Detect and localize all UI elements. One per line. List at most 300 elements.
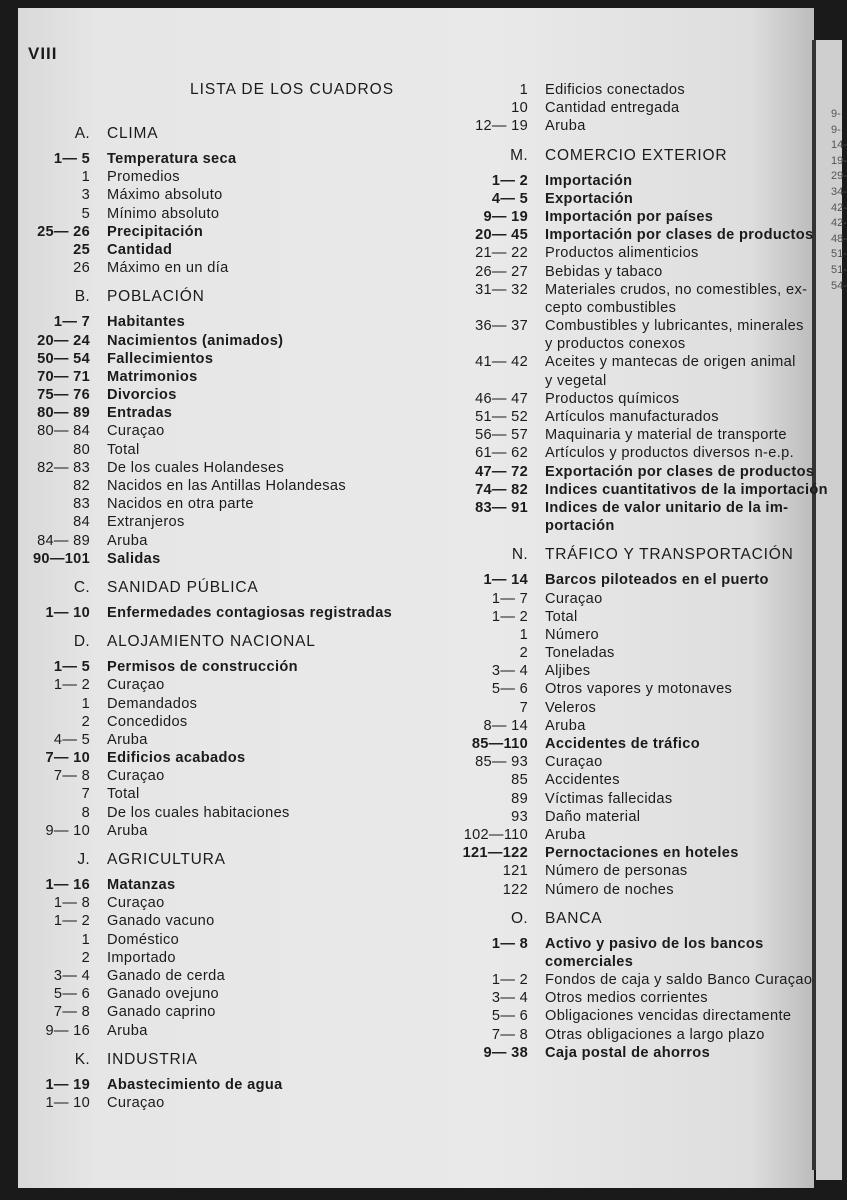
table-number-range: 90—101 — [33, 550, 90, 567]
table-number-range: 1— 7 — [53, 314, 90, 331]
table-list-entry — [20, 967, 400, 985]
section-title: COMERCIO EXTERIOR — [545, 146, 728, 164]
section-letter: N. — [511, 546, 528, 564]
table-list-entry — [460, 517, 820, 535]
table-list-entry — [460, 244, 820, 262]
table-title: Enfermedades contagiosas registradas — [107, 604, 393, 621]
table-title: Aruba — [545, 717, 586, 734]
table-title: Concedidos — [107, 713, 188, 730]
section-letter: O. — [511, 909, 528, 927]
table-list-entry — [460, 390, 820, 408]
table-list-entry — [460, 226, 820, 244]
table-title: Daño material — [545, 808, 641, 825]
table-title: Artículos y productos diversos n-e.p. — [545, 445, 794, 462]
table-title: y productos conexos — [545, 336, 686, 353]
table-list-entry — [20, 205, 400, 223]
table-list-entry — [20, 150, 400, 168]
table-title: Total — [107, 441, 140, 458]
table-number-range: 2 — [81, 949, 90, 966]
table-title: Bebidas y tabaco — [545, 263, 663, 280]
next-page-number: 42- — [831, 217, 847, 230]
table-list-entry — [460, 1026, 820, 1044]
table-title: Total — [107, 786, 140, 803]
table-number-range: 1— 7 — [491, 590, 528, 607]
table-number-range: 5 — [81, 205, 90, 222]
table-number-range: 61— 62 — [475, 445, 528, 462]
table-number-range: 25— 26 — [37, 223, 90, 240]
right-column — [460, 81, 828, 1062]
table-title: Abastecimiento de agua — [107, 1076, 283, 1093]
table-number-range: 8— 14 — [483, 717, 528, 734]
table-number-range: 1 — [519, 82, 528, 98]
table-list-entry — [20, 1076, 400, 1094]
table-title: Mínimo absoluto — [107, 205, 220, 222]
table-number-range: 3— 4 — [491, 663, 528, 680]
table-title: Edificios acabados — [107, 750, 246, 767]
table-list-entry — [20, 1003, 400, 1021]
table-number-range: 121 — [502, 863, 528, 880]
next-page-number: 51- — [831, 248, 847, 261]
table-number-range: 4— 5 — [491, 190, 528, 207]
next-page-number: 14- — [831, 139, 847, 152]
table-title: portación — [545, 518, 615, 535]
table-number-range: 50— 54 — [37, 350, 90, 367]
table-title: y vegetal — [545, 372, 607, 389]
table-number-range: 7— 8 — [53, 1004, 90, 1021]
table-title: Extranjeros — [107, 514, 185, 531]
table-title: De los cuales habitaciones — [107, 804, 290, 821]
table-title: Fondos de caja y saldo Banco Curaçao — [545, 972, 813, 989]
table-title: Aruba — [107, 532, 148, 549]
table-title: Barcos piloteados en el puerto — [545, 572, 769, 589]
table-title: Aceites y mantecas de origen animal — [545, 354, 796, 371]
section-letter: K. — [74, 1050, 90, 1068]
table-title: Doméstico — [107, 931, 180, 948]
table-title: Nacimientos (animados) — [107, 332, 284, 349]
table-title: Curaçao — [545, 590, 603, 607]
table-list-entry — [20, 731, 400, 749]
table-number-range: 74— 82 — [475, 481, 528, 498]
table-number-range: 2 — [519, 645, 528, 662]
table-title: Máximo en un día — [107, 260, 229, 277]
table-list-entry — [20, 822, 400, 840]
table-list-entry — [20, 695, 400, 713]
table-title: Toneladas — [545, 645, 615, 662]
table-list-entry — [460, 481, 828, 499]
table-number-range: 89 — [511, 790, 528, 807]
table-number-range: 82— 83 — [37, 459, 90, 476]
table-number-range: 7 — [519, 699, 528, 716]
table-title: Curaçao — [107, 677, 165, 694]
table-number-range: 26 — [73, 260, 90, 277]
section-title: INDUSTRIA — [107, 1050, 198, 1068]
table-number-range: 84 — [73, 514, 90, 531]
table-title: Habitantes — [107, 314, 186, 331]
table-title: Ganado de cerda — [107, 967, 226, 984]
table-list-entry — [20, 259, 400, 277]
table-title: Número — [545, 626, 600, 643]
table-list-entry — [460, 826, 820, 844]
table-number-range: 1 — [81, 695, 90, 712]
table-title: Aruba — [107, 1022, 148, 1039]
table-title: Productos alimenticios — [545, 245, 699, 262]
table-title: Importación por clases de productos — [545, 227, 814, 244]
table-list-entry — [20, 749, 400, 767]
table-number-range: 3— 4 — [491, 990, 528, 1007]
table-list-entry — [20, 676, 400, 694]
table-number-range: 12— 19 — [475, 118, 528, 135]
table-title: Maquinaria y material de transporte — [545, 427, 787, 444]
table-title: Matanzas — [107, 877, 176, 893]
section-heading — [460, 543, 820, 571]
table-list-entry — [460, 426, 820, 444]
table-list-entry — [460, 608, 820, 626]
table-number-range: 83— 91 — [475, 499, 528, 516]
section-heading — [460, 144, 820, 172]
table-number-range: 1— 8 — [491, 935, 528, 952]
table-number-range: 84— 89 — [37, 532, 90, 549]
table-list-entry — [20, 1022, 400, 1040]
table-title: Cantidad entregada — [545, 100, 680, 117]
table-title: Exportación — [545, 190, 634, 207]
table-title: Importación por países — [545, 208, 714, 225]
table-list-entry — [460, 844, 820, 862]
table-number-range: 82 — [73, 478, 90, 494]
table-title: Curaçao — [107, 1094, 165, 1111]
table-list-entry — [20, 168, 400, 186]
table-list-entry — [460, 680, 820, 698]
section-title: CLIMA — [107, 125, 159, 142]
table-list-entry — [460, 353, 820, 371]
table-list-entry — [20, 894, 400, 912]
table-list-entry — [20, 985, 400, 1003]
table-title: Curaçao — [107, 423, 165, 440]
table-number-range — [460, 335, 528, 353]
table-title: Promedios — [107, 169, 180, 186]
table-number-range: 5— 6 — [491, 1008, 528, 1025]
next-page-number: 9- — [831, 108, 841, 120]
table-number-range: 26— 27 — [475, 263, 528, 280]
table-list-entry — [20, 804, 400, 822]
table-number-range: 7— 10 — [45, 750, 90, 767]
table-title: Permisos de construcción — [107, 659, 298, 676]
section-heading — [20, 848, 400, 876]
table-number-range: 1— 2 — [53, 677, 90, 694]
table-number-range: 36— 37 — [475, 318, 528, 335]
table-number-range: 9— 38 — [483, 1044, 528, 1061]
table-title: Activo y pasivo de los bancos — [545, 935, 764, 952]
table-number-range: 7 — [81, 786, 90, 803]
table-title: Ganado caprino — [107, 1004, 216, 1021]
table-title: Accidentes — [545, 772, 620, 789]
next-page-number: 51- — [831, 263, 847, 276]
table-title: Edificios conectados — [545, 82, 686, 98]
table-number-range: 7— 8 — [53, 768, 90, 785]
table-list-entry — [460, 372, 820, 390]
table-list-entry — [460, 263, 820, 281]
table-title: Artículos manufacturados — [545, 409, 719, 425]
table-number-range: 7— 8 — [491, 1026, 528, 1043]
table-list-entry — [20, 404, 400, 422]
table-list-entry — [460, 935, 820, 953]
table-title: Obligaciones vencidas directamente — [545, 1008, 792, 1025]
table-list-entry — [20, 313, 400, 331]
table-list-entry — [20, 368, 400, 386]
section-heading — [20, 1048, 400, 1076]
table-title: Indices de valor unitario de la im- — [545, 499, 789, 516]
table-list-entry — [460, 644, 820, 662]
table-number-range: 9— 16 — [45, 1022, 90, 1039]
table-title: Total — [545, 608, 578, 625]
table-title: Importado — [107, 949, 176, 966]
table-title: Indices cuantitativos de la importación — [545, 481, 828, 498]
table-title: cepto combustibles — [545, 299, 677, 316]
table-number-range: 20— 45 — [475, 227, 528, 244]
table-number-range: 1— 2 — [491, 972, 528, 989]
section-heading — [20, 122, 400, 150]
table-list-entry — [460, 626, 820, 644]
table-title: Aruba — [545, 118, 586, 135]
table-title: Veleros — [545, 699, 597, 716]
table-number-range: 4— 5 — [53, 731, 90, 748]
table-list-entry — [460, 717, 820, 735]
table-number-range: 5— 6 — [53, 986, 90, 1003]
table-title: Importación — [545, 172, 633, 189]
table-number-range: 1— 10 — [45, 1094, 90, 1111]
table-number-range: 1 — [81, 169, 90, 186]
table-list-entry — [20, 767, 400, 785]
table-number-range — [460, 953, 528, 971]
table-list-entry — [20, 949, 400, 967]
table-number-range: 1— 16 — [45, 877, 90, 893]
table-number-range: 83 — [73, 496, 90, 513]
table-list-entry — [20, 658, 400, 676]
table-title: Nacidos en otra parte — [107, 496, 254, 513]
table-title: Pernoctaciones en hoteles — [545, 845, 739, 862]
table-title: Máximo absoluto — [107, 187, 223, 204]
table-list-entry — [20, 477, 400, 495]
section-title: SANIDAD PÚBLICA — [107, 578, 259, 596]
table-list-entry — [20, 513, 400, 531]
table-number-range: 1 — [81, 931, 90, 948]
table-title: Curaçao — [107, 895, 165, 912]
table-list-entry — [460, 190, 820, 208]
table-number-range: 93 — [511, 808, 528, 825]
table-title: Aljibes — [545, 663, 591, 680]
section-title: AGRICULTURA — [107, 851, 226, 868]
table-list-entry — [460, 117, 820, 135]
table-number-range: 21— 22 — [475, 245, 528, 262]
table-number-range: 85 — [511, 772, 528, 789]
next-page-number: 9- — [831, 123, 841, 136]
table-number-range: 80— 84 — [37, 423, 90, 440]
table-number-range: 2 — [81, 713, 90, 730]
table-number-range: 47— 72 — [475, 463, 528, 480]
table-list-entry — [20, 332, 400, 350]
table-number-range: 1— 2 — [491, 172, 528, 189]
table-title: Ganado ovejuno — [107, 986, 220, 1003]
table-number-range: 46— 47 — [475, 390, 528, 407]
table-number-range: 1— 5 — [53, 151, 90, 167]
table-title: Otros medios corrientes — [545, 990, 708, 1007]
table-title: Número de personas — [545, 863, 688, 880]
table-list-entry — [20, 495, 400, 513]
table-title: Víctimas fallecidas — [545, 790, 673, 807]
table-number-range: 5— 6 — [491, 681, 528, 698]
table-title: Materiales crudos, no comestibles, ex- — [545, 281, 808, 298]
table-list-entry — [460, 590, 820, 608]
table-number-range — [460, 299, 528, 317]
table-number-range: 1— 2 — [53, 913, 90, 930]
table-list-entry — [20, 604, 400, 622]
table-title: comerciales — [545, 953, 634, 970]
table-title: Curaçao — [545, 754, 603, 771]
table-number-range — [460, 372, 528, 390]
table-list-entry — [460, 281, 820, 299]
section-title: POBLACIÓN — [107, 288, 205, 306]
table-number-range: 3 — [81, 187, 90, 204]
table-list-entry — [20, 241, 400, 259]
section-letter: C. — [73, 578, 90, 596]
section-title: TRÁFICO Y TRANSPORTACIÓN — [545, 546, 794, 564]
table-number-range: 1— 10 — [45, 604, 90, 621]
table-list-entry — [20, 532, 400, 550]
table-number-range: 9— 19 — [483, 208, 528, 225]
next-page-number: 29- — [831, 170, 847, 183]
table-list-entry — [460, 463, 820, 481]
next-page-number: 42- — [831, 201, 847, 214]
table-number-range: 1— 8 — [53, 895, 90, 912]
table-list-entry — [460, 953, 820, 971]
table-list-entry — [460, 1044, 820, 1062]
table-title: Fallecimientos — [107, 350, 214, 367]
table-list-entry — [460, 753, 820, 771]
table-list-entry — [20, 459, 400, 477]
table-list-entry — [20, 441, 400, 459]
table-title: Aruba — [545, 826, 586, 843]
table-number-range: 70— 71 — [37, 368, 90, 385]
table-title: Ganado vacuno — [107, 913, 215, 930]
table-number-range: 41— 42 — [475, 354, 528, 371]
table-title: Exportación por clases de productos — [545, 463, 815, 480]
section-letter: J. — [77, 851, 90, 868]
table-list-entry — [20, 912, 400, 930]
table-number-range: 20— 24 — [37, 332, 90, 349]
table-list-entry — [460, 499, 820, 517]
table-title: Aruba — [107, 822, 148, 839]
table-number-range: 1 — [519, 626, 528, 643]
table-title: Divorcios — [107, 387, 177, 404]
table-number-range: 8 — [81, 804, 90, 821]
table-number-range: 75— 76 — [37, 387, 90, 404]
table-number-range: 102—110 — [463, 826, 528, 843]
table-list-entry — [460, 971, 820, 989]
table-title: Precipitación — [107, 223, 204, 240]
next-page-number: 48- — [831, 232, 847, 245]
table-number-range — [460, 517, 528, 535]
section-heading — [460, 907, 820, 935]
table-list-entry — [20, 223, 400, 241]
table-number-range: 1— 19 — [45, 1076, 90, 1093]
table-list-entry — [20, 422, 400, 440]
table-list-entry — [460, 1007, 820, 1025]
table-title: De los cuales Holandeses — [107, 459, 285, 476]
table-title: Cantidad — [107, 241, 173, 258]
table-list-entry — [20, 931, 400, 949]
table-number-range: 1— 14 — [483, 572, 528, 589]
table-list-entry — [460, 790, 820, 808]
table-title: Matrimonios — [107, 368, 198, 385]
table-number-range: 1— 2 — [491, 608, 528, 625]
table-list-entry — [20, 785, 400, 803]
table-list-entry — [460, 881, 820, 899]
table-list-entry — [20, 350, 400, 368]
table-title: Salidas — [107, 550, 161, 567]
table-list-entry — [20, 713, 400, 731]
table-number-range: 80— 89 — [37, 405, 90, 422]
table-title: Nacidos en las Antillas Holandesas — [107, 478, 347, 494]
table-list-entry — [20, 876, 400, 894]
section-heading — [20, 630, 400, 658]
table-number-range: 121—122 — [462, 845, 528, 862]
table-number-range: 85—110 — [471, 736, 528, 752]
table-list-entry — [460, 317, 820, 335]
table-list-entry — [460, 571, 820, 589]
table-title: Curaçao — [107, 768, 165, 785]
table-list-entry — [460, 408, 820, 426]
table-title: Otras obligaciones a largo plazo — [545, 1026, 765, 1043]
table-list-entry — [460, 208, 820, 226]
section-letter: D. — [73, 633, 90, 651]
table-number-range: 85— 93 — [475, 754, 528, 771]
table-list-entry — [460, 81, 820, 99]
table-list-entry — [460, 699, 820, 717]
table-number-range: 31— 32 — [475, 281, 528, 298]
table-list-entry — [460, 771, 820, 789]
table-number-range: 3— 4 — [53, 967, 90, 984]
table-title: Otros vapores y motonaves — [545, 681, 733, 698]
table-title: Aruba — [107, 731, 148, 748]
table-title: Caja postal de ahorros — [545, 1044, 711, 1061]
table-title: Productos químicos — [545, 390, 680, 407]
table-title: Accidentes de tráfico — [545, 736, 700, 752]
table-title: Número de noches — [545, 881, 674, 898]
table-list-entry — [20, 1094, 400, 1112]
table-list-entry — [460, 735, 820, 753]
section-letter: M. — [510, 146, 528, 164]
table-list-entry — [460, 172, 820, 190]
table-list-entry — [20, 186, 400, 204]
table-list-entry — [460, 808, 820, 826]
table-list-entry — [460, 299, 820, 317]
next-page-number: 54- — [831, 279, 847, 292]
table-number-range: 25 — [73, 241, 90, 258]
table-number-range: 80 — [73, 441, 90, 458]
table-title: Demandados — [107, 695, 198, 712]
section-title: ALOJAMIENTO NACIONAL — [107, 633, 316, 651]
table-title: Entradas — [107, 405, 173, 422]
table-list-entry — [460, 662, 820, 680]
section-heading — [20, 576, 400, 604]
table-list-entry — [20, 550, 400, 568]
table-list-entry — [460, 862, 820, 880]
table-list-entry — [460, 444, 820, 462]
table-number-range: 56— 57 — [475, 427, 528, 444]
table-title: Combustibles y lubricantes, minerales — [545, 318, 804, 335]
page-title: LISTA DE LOS CUADROS — [190, 81, 395, 98]
left-column — [20, 122, 400, 1112]
section-title: BANCA — [545, 909, 603, 927]
